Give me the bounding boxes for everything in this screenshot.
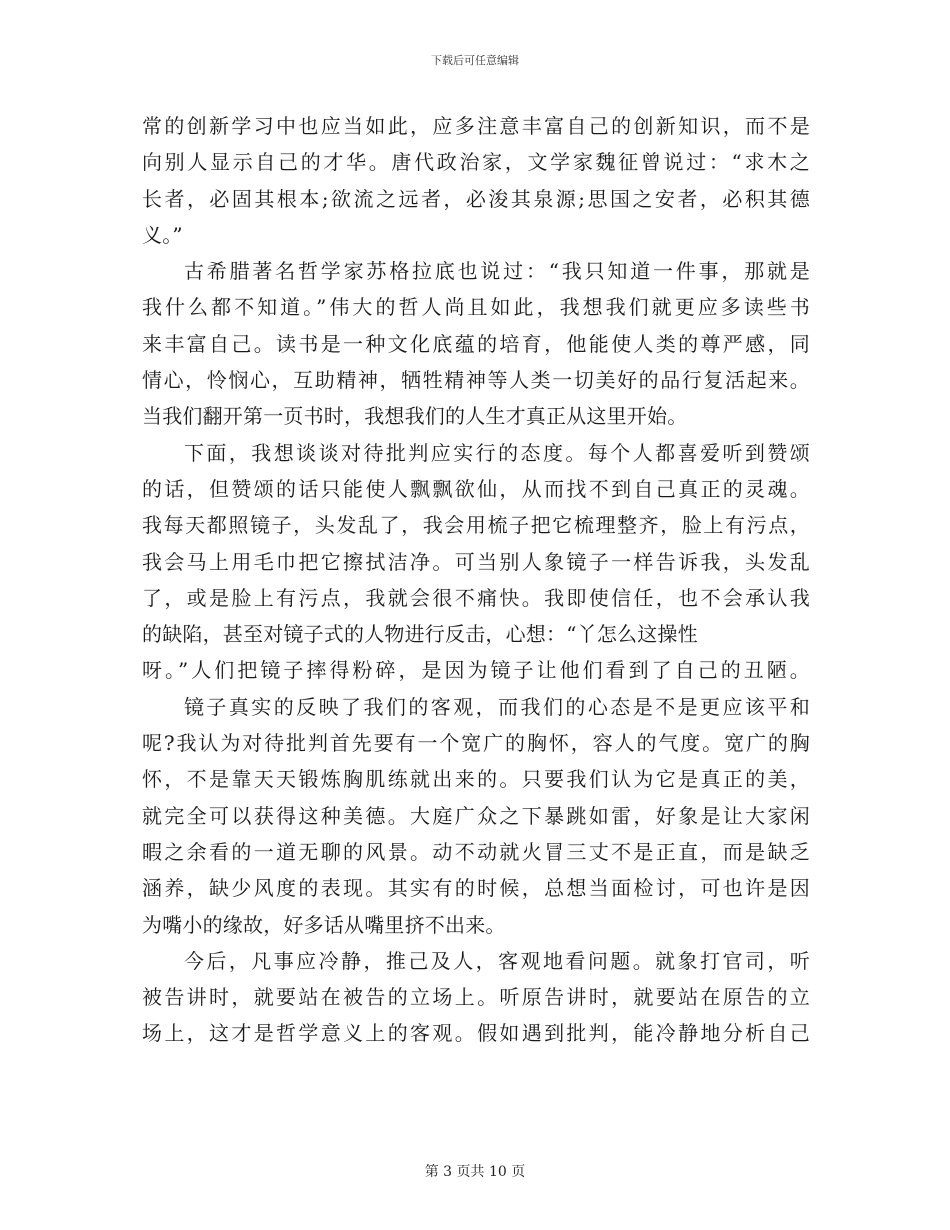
- text-line: 当我们翻开第一页书时，我想我们的人生才真正从这里开始。: [142, 404, 688, 429]
- text-line: 常的创新学习中也应当如此，应多注意丰富自己的创新知识，而不是: [142, 114, 810, 138]
- text-line: 情心，怜悯心，互助精神，牺牲精神等人类一切美好的品行复活起来。: [142, 368, 810, 393]
- text-line: 今后，凡事应冷静，推己及人，客观地看问题。就象打官司，听: [184, 948, 810, 973]
- text-line: 场上，这才是哲学意义上的客观。假如遇到批判，能冷静地分析自己: [142, 1021, 810, 1046]
- text-line: 的话，但赞颂的话只能使人飘飘欲仙，从而找不到自己真正的灵魂。: [142, 476, 810, 501]
- text-line: 我会马上用毛巾把它擦拭洁净。可当别人象镜子一样告诉我，头发乱: [142, 549, 810, 574]
- page-number: 第 3 页共 10 页: [424, 1164, 526, 1180]
- text-line: 来丰富自己。读书是一种文化底蕴的培育，他能使人类的尊严感，同: [142, 331, 810, 356]
- text-line: 我什么都不知道。”伟大的哲人尚且如此，我想我们就更应多读些书: [142, 295, 810, 320]
- text-line: 义。”: [142, 222, 183, 247]
- text-line: 镜子真实的反映了我们的客观，而我们的心态是不是更应该平和: [184, 694, 810, 719]
- text-line: 就完全可以获得这种美德。大庭广众之下暴跳如雷，好象是让大家闲: [142, 803, 810, 828]
- text-line: 向别人显示自己的才华。唐代政治家，文学家魏征曾说过：“求木之: [142, 150, 810, 175]
- text-line: 了，或是脸上有污点，我就会很不痛快。我即使信任，也不会承认我: [142, 585, 810, 610]
- text-line: 被告讲时，就要站在被告的立场上。听原告讲时，就要站在原告的立: [142, 985, 810, 1010]
- text-line: 长者，必固其根本;欲流之远者，必浚其泉源;思国之安者，必积其德: [142, 186, 810, 211]
- text-line: 呀。”人们把镜子摔得粉碎，是因为镜子让他们看到了自己的丑陋。: [142, 658, 810, 683]
- text-line: 古希腊著名哲学家苏格拉底也说过：“我只知道一件事，那就是: [184, 259, 810, 284]
- text-line: 为嘴小的缘故，好多话从嘴里挤不出来。: [142, 912, 506, 937]
- text-line: 涵养，缺少风度的表现。其实有的时候，总想当面检讨，可也许是因: [142, 876, 810, 901]
- text-line: 我每天都照镜子，头发乱了，我会用梳子把它梳理整齐，脸上有污点，: [142, 513, 810, 538]
- text-line: 下面，我想谈谈对待批判应实行的态度。每个人都喜爱听到赞颂: [184, 440, 810, 465]
- text-line: 怀，不是靠天天锻炼胸肌练就出来的。只要我们认为它是真正的美，: [142, 767, 810, 792]
- page-header: 下载后可任意编辑: [431, 54, 519, 67]
- text-line: 暇之余看的一道无聊的风景。动不动就火冒三丈不是正直，而是缺乏: [142, 839, 810, 864]
- document-body: [142, 108, 810, 1052]
- text-line: 呢?我认为对待批判首先要有一个宽广的胸怀，容人的气度。宽广的胸: [142, 731, 810, 756]
- text-line: 的缺陷，甚至对镜子式的人物进行反击，心想：“丫怎么这操性: [142, 622, 698, 647]
